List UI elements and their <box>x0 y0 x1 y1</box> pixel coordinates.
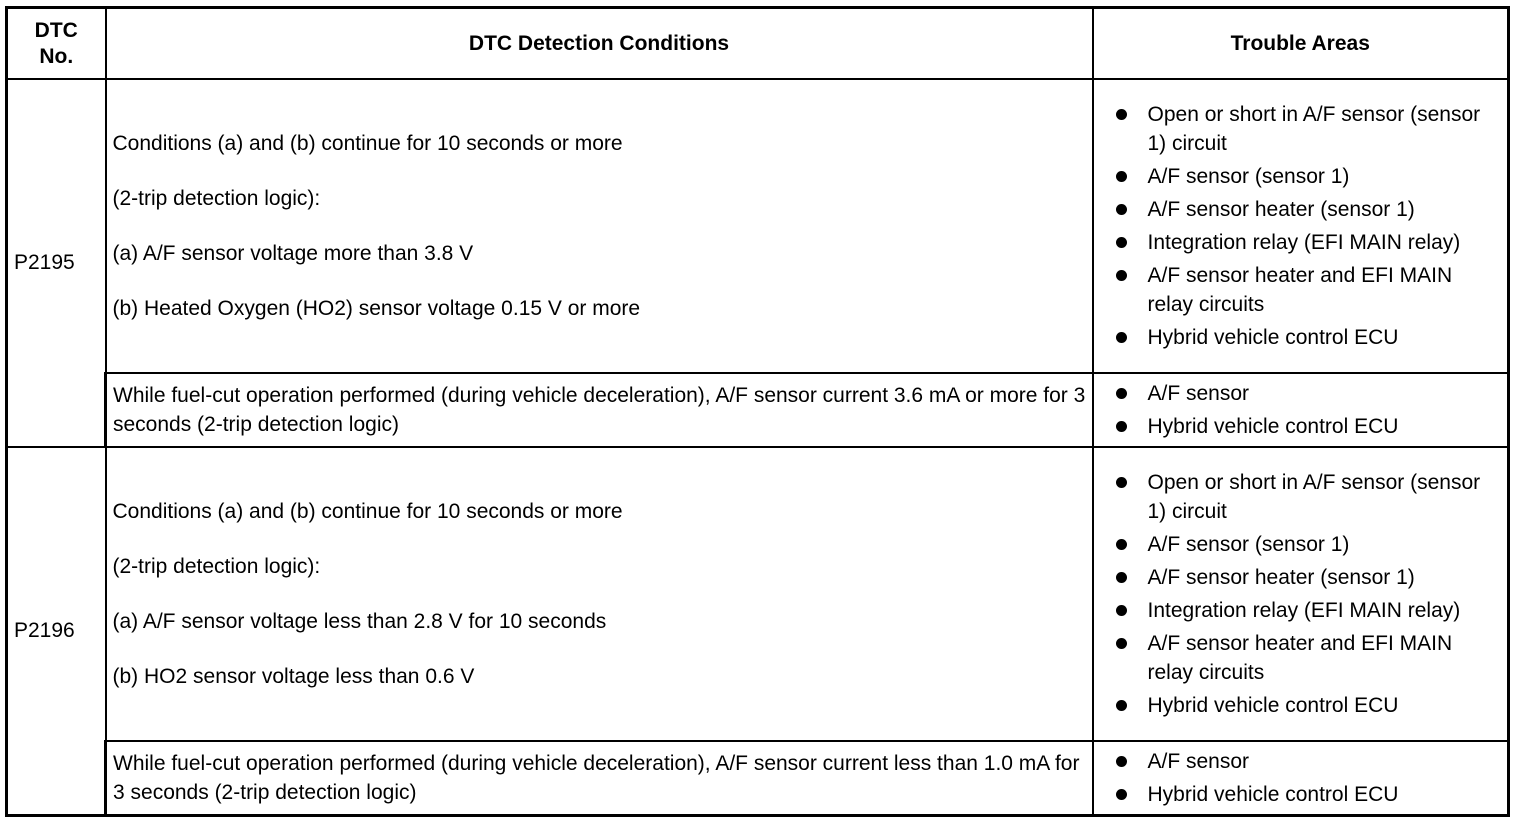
list-item <box>1116 228 1502 257</box>
condition-line: (b) Heated Oxygen (HO2) sensor voltage 0.15 V or more <box>112 297 641 320</box>
bullet-icon <box>1116 539 1127 550</box>
bullet-icon <box>1116 477 1127 488</box>
header-row <box>7 8 1509 80</box>
list-item-text: Open or short in A/F sensor (sensor 1) circuit <box>1147 103 1481 155</box>
list-item <box>1116 323 1502 352</box>
trouble-areas-list <box>1094 375 1508 445</box>
bullet-icon <box>1116 237 1127 248</box>
list-item <box>1116 596 1502 625</box>
list-item-text: A/F sensor heater (sensor 1) <box>1147 198 1415 221</box>
condition-line: Conditions (a) and (b) continue for 10 seconds or more <box>112 132 623 155</box>
list-item <box>1116 412 1502 441</box>
list-item-text: Open or short in A/F sensor (sensor 1) circuit <box>1147 471 1481 523</box>
list-item <box>1116 379 1502 408</box>
dtc-code-cell: P2196 <box>7 447 106 816</box>
bullet-icon <box>1116 605 1127 616</box>
conditions-cell <box>106 447 1093 741</box>
bullet-icon <box>1116 700 1127 711</box>
header-conditions: DTC Detection Conditions <box>106 8 1093 80</box>
bullet-icon <box>1116 638 1127 649</box>
header-dtc-no: DTC No. <box>7 8 106 80</box>
list-item-text: Integration relay (EFI MAIN relay) <box>1147 599 1461 622</box>
bullet-icon <box>1116 388 1127 399</box>
list-item <box>1116 261 1502 319</box>
list-item-text: Hybrid vehicle control ECU <box>1147 326 1399 349</box>
list-item-text: A/F sensor heater and EFI MAIN relay circuits <box>1147 264 1453 316</box>
condition-line: (2-trip detection logic): <box>112 187 321 210</box>
condition-line: While fuel-cut operation performed (during vehicle deceleration), A/F sensor current less than 1.0 mA for 3 seconds (2-trip detection logic) <box>113 752 1080 804</box>
bullet-icon <box>1116 332 1127 343</box>
bullet-icon <box>1116 204 1127 215</box>
trouble-areas-cell <box>1093 447 1509 741</box>
dtc-table-frame <box>5 6 1510 817</box>
list-item <box>1116 780 1502 809</box>
trouble-areas-cell <box>1093 79 1509 373</box>
trouble-areas-list <box>1094 464 1508 724</box>
trouble-areas-list <box>1094 743 1508 813</box>
trouble-areas-list <box>1094 96 1508 356</box>
list-item <box>1116 530 1502 559</box>
trouble-areas-cell <box>1093 373 1509 447</box>
bullet-icon <box>1116 756 1127 767</box>
conditions-cell <box>106 373 1093 447</box>
list-item <box>1116 629 1502 687</box>
table-row <box>7 447 1509 741</box>
condition-line: While fuel-cut operation performed (during vehicle deceleration), A/F sensor current 3.6 mA or more for 3 seconds (2-trip detection logic) <box>113 384 1086 436</box>
list-item-text: A/F sensor <box>1147 750 1250 773</box>
table-row <box>7 741 1509 816</box>
list-item-text: A/F sensor <box>1147 382 1250 405</box>
condition-line: (2-trip detection logic): <box>112 555 321 578</box>
list-item <box>1116 100 1502 158</box>
list-item-text: A/F sensor heater (sensor 1) <box>1147 566 1415 589</box>
condition-line: Conditions (a) and (b) continue for 10 seconds or more <box>112 500 623 523</box>
table-row <box>7 373 1509 447</box>
condition-line: (a) A/F sensor voltage more than 3.8 V <box>112 242 474 265</box>
list-item-text: A/F sensor (sensor 1) <box>1147 165 1350 188</box>
list-item <box>1116 468 1502 526</box>
list-item <box>1116 747 1502 776</box>
list-item <box>1116 195 1502 224</box>
conditions-cell <box>106 741 1093 816</box>
list-item-text: Integration relay (EFI MAIN relay) <box>1147 231 1461 254</box>
condition-line: (b) HO2 sensor voltage less than 0.6 V <box>112 665 475 688</box>
condition-line: (a) A/F sensor voltage less than 2.8 V for 10 seconds <box>112 610 607 633</box>
header-trouble-areas: Trouble Areas <box>1093 8 1509 80</box>
list-item <box>1116 162 1502 191</box>
dtc-code-cell: P2195 <box>7 79 106 447</box>
bullet-icon <box>1116 270 1127 281</box>
list-item-text: Hybrid vehicle control ECU <box>1147 694 1399 717</box>
list-item-text: A/F sensor (sensor 1) <box>1147 533 1350 556</box>
table-row <box>7 79 1509 373</box>
bullet-icon <box>1116 789 1127 800</box>
bullet-icon <box>1116 421 1127 432</box>
list-item <box>1116 563 1502 592</box>
trouble-areas-cell <box>1093 741 1509 816</box>
list-item-text: A/F sensor heater and EFI MAIN relay circuits <box>1147 632 1453 684</box>
list-item-text: Hybrid vehicle control ECU <box>1147 415 1399 438</box>
list-item <box>1116 691 1502 720</box>
dtc-table <box>5 6 1510 817</box>
list-item-text: Hybrid vehicle control ECU <box>1147 783 1399 806</box>
bullet-icon <box>1116 171 1127 182</box>
bullet-icon <box>1116 109 1127 120</box>
conditions-cell <box>106 79 1093 373</box>
bullet-icon <box>1116 572 1127 583</box>
